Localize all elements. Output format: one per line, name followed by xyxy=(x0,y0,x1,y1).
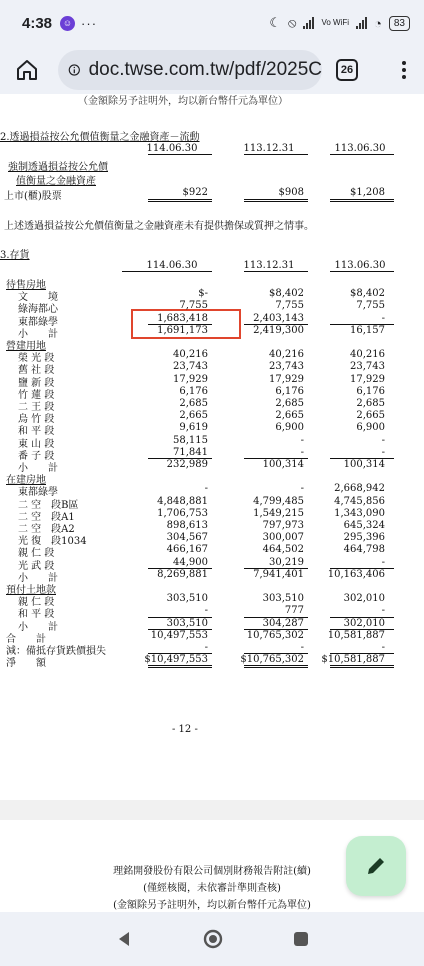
row-value: $- xyxy=(198,288,208,300)
row-value: - xyxy=(381,605,385,617)
net-value: $10,497,553 xyxy=(144,654,208,666)
row-label: 鹽 新 段 xyxy=(18,377,55,389)
col-header-1: 114.06.30 xyxy=(146,143,198,154)
row-value: 303,510 xyxy=(166,593,208,605)
row-label: 小 計 xyxy=(18,572,58,584)
row-value: 2,668,942 xyxy=(334,483,385,495)
row-value: 303,510 xyxy=(262,593,304,605)
row-value: 7,755 xyxy=(275,300,304,312)
more-notifications-icon: ··· xyxy=(81,15,98,31)
row-label: 二 空 段A1 xyxy=(18,511,75,523)
row-value: 302,010 xyxy=(343,617,385,629)
row-value: 17,929 xyxy=(173,373,208,385)
section-a-sub2: 值衡量之金融資產 xyxy=(16,176,96,187)
row-value: 2,403,143 xyxy=(253,312,304,324)
row-label: 和 平 段 xyxy=(18,609,55,621)
row-value: 23,743 xyxy=(350,361,385,373)
row-value: 2,665 xyxy=(275,410,304,422)
row-value: 304,287 xyxy=(262,617,304,629)
home-nav-icon[interactable] xyxy=(202,928,224,950)
row-value: 1,683,418 xyxy=(157,312,208,324)
next-page-unit-note: (金額除另予註明外，均以新台幣仟元為單位) xyxy=(113,900,311,911)
moon-icon: ☾ xyxy=(269,15,281,30)
row-value: 40,216 xyxy=(269,349,304,361)
row-label: 東都綠學 xyxy=(18,316,58,328)
row-value: 7,755 xyxy=(356,300,385,312)
row-value: 1,343,090 xyxy=(334,507,385,519)
row-value: 2,685 xyxy=(275,398,304,409)
allowance-value: - xyxy=(204,642,208,653)
row-value: 304,567 xyxy=(166,532,208,544)
row-value: 9,619 xyxy=(179,422,208,434)
total-value: 10,497,553 xyxy=(150,629,208,641)
row-value: 2,665 xyxy=(179,410,208,422)
row-value: 6,176 xyxy=(275,385,304,397)
row-value: 466,167 xyxy=(166,544,208,556)
row-value: 100,314 xyxy=(343,459,385,470)
row-value: 303,510 xyxy=(166,617,208,629)
recents-icon[interactable] xyxy=(293,931,309,947)
row-value: - xyxy=(204,605,208,617)
section-a-sub1: 強制透過損益按公允價 xyxy=(8,162,108,173)
section-a-val-1: $922 xyxy=(182,187,208,198)
row-value: 645,324 xyxy=(343,520,385,531)
allowance-value: - xyxy=(381,642,385,653)
address-bar[interactable] xyxy=(58,50,322,90)
row-label: 二 空 段B區 xyxy=(18,499,79,511)
row-label: 和 平 段 xyxy=(18,426,55,438)
row-value: 2,685 xyxy=(179,398,208,409)
row-value: 40,216 xyxy=(350,349,385,361)
row-label: 榮 光 段 xyxy=(18,353,55,365)
row-value: 4,745,856 xyxy=(334,495,385,507)
section-a-val-3: $1,208 xyxy=(350,187,385,198)
row-value: $8,402 xyxy=(350,288,385,300)
col-header-3: 113.06.30 xyxy=(334,143,386,154)
col-header-b1: 114.06.30 xyxy=(146,260,198,271)
group-title: 在建房地 xyxy=(6,475,46,487)
signal-icon-2 xyxy=(356,17,367,29)
row-value: 4,799,485 xyxy=(253,495,304,507)
row-value: 1,706,753 xyxy=(157,507,208,519)
section-a-title: 2.透過損益按公允價值衡量之金融資產－流動 xyxy=(0,132,200,143)
status-bar xyxy=(0,0,424,46)
row-label: 舊 社 段 xyxy=(18,365,55,377)
system-nav-bar xyxy=(0,912,424,966)
row-label: 東 山 段 xyxy=(18,438,55,450)
row-label: 烏 竹 段 xyxy=(18,414,55,426)
row-value: 6,900 xyxy=(275,422,304,434)
row-label: 東都綠學 xyxy=(18,487,58,499)
net-value: $10,765,302 xyxy=(240,654,304,666)
total-label: 合 計 xyxy=(6,633,46,645)
browser-toolbar xyxy=(0,46,424,94)
tab-switcher-button[interactable]: 26 xyxy=(336,59,358,81)
net-label: 淨 額 xyxy=(6,658,46,670)
wifi-icon: ◔ xyxy=(374,15,382,31)
signal-icon xyxy=(303,17,314,29)
row-value: 16,157 xyxy=(350,324,385,336)
row-value: 6,900 xyxy=(356,422,385,434)
pdf-page xyxy=(0,94,424,800)
row-value: 23,743 xyxy=(173,361,208,373)
row-value: 464,798 xyxy=(343,544,385,556)
row-value: 17,929 xyxy=(350,373,385,385)
section-a-val-2: $908 xyxy=(278,187,304,198)
pencil-icon xyxy=(364,854,388,878)
row-value: 1,691,173 xyxy=(157,324,208,336)
section-a-note: 上述透過損益按公允價值衡量之金融資產未有提供擔保或質押之情事。 xyxy=(4,221,314,232)
row-label: 竹 蓮 段 xyxy=(18,389,55,401)
row-value: 6,176 xyxy=(179,385,208,397)
back-icon[interactable] xyxy=(115,930,133,948)
row-label: 小 計 xyxy=(18,621,58,633)
row-label: 小 計 xyxy=(18,463,58,474)
page-number: - 12 - xyxy=(172,724,198,735)
col-header-2: 113.12.31 xyxy=(243,143,295,154)
allowance-value: - xyxy=(300,642,304,653)
url-text[interactable]: doc.twse.com.tw/pdf/2025C xyxy=(88,59,322,80)
row-value: 797,973 xyxy=(262,520,304,531)
row-label: 親 仁 段 xyxy=(18,548,55,560)
row-value: 30,219 xyxy=(269,556,304,568)
row-value: - xyxy=(300,446,304,458)
row-value: 58,115 xyxy=(173,434,208,446)
row-value: 6,176 xyxy=(356,385,385,397)
row-value: 300,007 xyxy=(262,532,304,544)
row-value: - xyxy=(300,434,304,446)
row-label: 二 空 段A2 xyxy=(18,524,75,535)
row-value: 8,269,881 xyxy=(157,568,208,580)
row-value: $8,402 xyxy=(269,288,304,300)
row-label: 番 子 段 xyxy=(18,450,55,462)
row-value: 10,163,406 xyxy=(327,568,385,580)
row-value: - xyxy=(381,434,385,446)
status-icons xyxy=(269,15,410,31)
row-value: - xyxy=(204,483,208,495)
row-value: 2,419,300 xyxy=(253,324,304,336)
row-value: 7,755 xyxy=(179,300,208,312)
row-value: 898,613 xyxy=(166,520,208,531)
edit-fab-button[interactable] xyxy=(346,836,406,896)
next-page-subtitle: (僅經核閱，未依審計準則查核) xyxy=(143,883,281,894)
row-value: - xyxy=(300,483,304,495)
net-value: $10,581,887 xyxy=(321,654,385,666)
group-title: 待售房地 xyxy=(6,280,46,291)
row-label: 光 武 段 xyxy=(18,560,55,572)
total-value: 10,581,887 xyxy=(327,629,385,641)
row-value: 2,685 xyxy=(356,398,385,409)
col-header-b2: 113.12.31 xyxy=(243,260,295,271)
vibrate-off-icon: ⦸ xyxy=(287,15,297,30)
row-value: 464,502 xyxy=(262,544,304,556)
row-value: 23,743 xyxy=(269,361,304,373)
page-gap xyxy=(0,800,424,820)
row-value: 295,396 xyxy=(343,532,385,544)
col-header-b3: 113.06.30 xyxy=(334,260,386,271)
row-value: 71,841 xyxy=(173,446,208,458)
battery-icon: 83 xyxy=(389,16,410,31)
group-title: 營建用地 xyxy=(6,341,46,352)
group-title: 預付土地款 xyxy=(6,585,56,596)
cut-off-header: （金額除另予註明外，均以新台幣仟元為單位） xyxy=(78,96,288,107)
row-value: 40,216 xyxy=(173,349,208,361)
wifi-calling-label: Vo WiFi xyxy=(321,18,350,27)
row-label: 二 王 段 xyxy=(18,402,55,413)
row-value: 302,010 xyxy=(343,593,385,605)
row-value: 232,989 xyxy=(166,459,208,470)
row-value: 2,665 xyxy=(356,410,385,422)
row-label: 小 計 xyxy=(18,328,58,340)
allowance-label: 減：備抵存貨跌價損失 xyxy=(6,646,106,657)
row-value: - xyxy=(381,556,385,568)
overflow-menu-button[interactable] xyxy=(394,61,414,79)
row-value: 777 xyxy=(284,605,304,617)
row-value: 17,929 xyxy=(269,373,304,385)
status-time: 4:38 xyxy=(22,14,53,32)
row-label: 親 仁 段 xyxy=(18,597,55,609)
row-value: - xyxy=(381,446,385,458)
row-value: 7,941,401 xyxy=(253,568,304,580)
row-value: 44,900 xyxy=(173,556,208,568)
notification-app-icon: ☺ xyxy=(60,16,75,31)
row-label: 綠海都心 xyxy=(18,304,58,316)
home-button[interactable] xyxy=(10,53,44,87)
home-icon xyxy=(15,58,39,82)
row-value: 1,549,215 xyxy=(253,507,304,519)
row-label: 光 復 段1034 xyxy=(18,536,87,548)
total-value: 10,765,302 xyxy=(246,629,304,641)
section-b-title: 3.存貨 xyxy=(0,250,30,261)
row-value: 4,848,881 xyxy=(157,495,208,507)
section-a-row-label: 上市(櫃)股票 xyxy=(4,191,62,202)
row-label: 文 境 xyxy=(18,292,58,304)
row-value: - xyxy=(381,312,385,324)
info-icon[interactable] xyxy=(68,60,81,80)
next-page-title: 理銘開發股份有限公司個別財務報告附註(續) xyxy=(113,866,311,877)
row-value: 100,314 xyxy=(262,459,304,470)
